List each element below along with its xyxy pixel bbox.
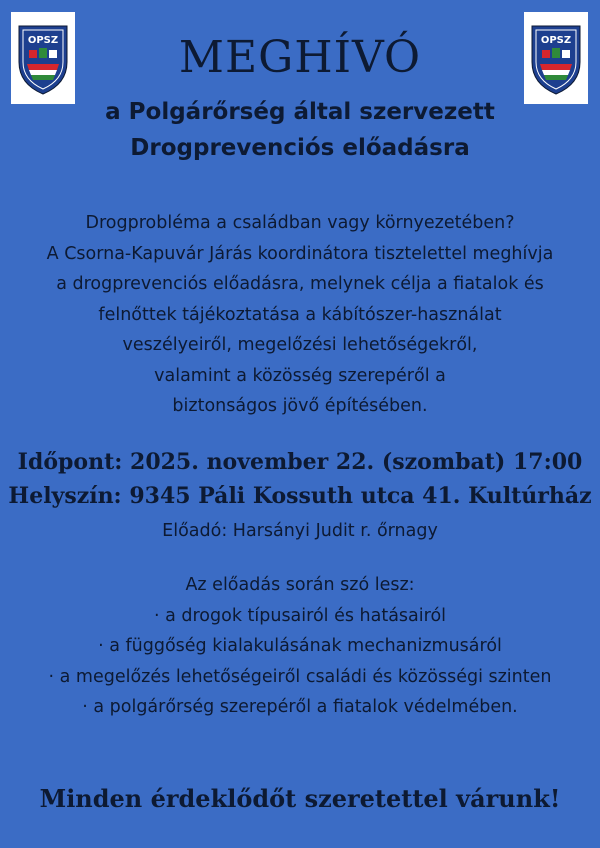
topics-list: [0, 570, 600, 723]
topic-item: · a drogok típusairól és hatásairól: [153, 605, 447, 626]
svg-text:OPSZ: OPSZ: [540, 35, 572, 46]
intro-line: A Csorna-Kapuvár Járás koordinátora tisztelettel meghívja: [46, 243, 554, 264]
topic-item: · a függőség kialakulásának mechanizmusáról: [98, 636, 502, 656]
event-place: Helyszín: 9345 Páli Kossuth utca 41. Kultúrház: [8, 483, 592, 509]
topic-item: · a megelőzés lehetőségeiről családi és közösségi szinten: [48, 666, 552, 687]
intro-line: veszélyeiről, megelőzési lehetőségekről,: [122, 335, 478, 355]
event-lecturer: Előadó: Harsányi Judit r. őrnagy: [162, 521, 438, 541]
intro-line: biztonságos jövő építésében.: [172, 396, 428, 416]
subtitle-line-2: Drogprevenciós előadásra: [130, 135, 470, 161]
topics-heading: Az előadás során szó lesz:: [185, 575, 415, 595]
intro-line: Drogprobléma a családban vagy környezetében?: [85, 213, 515, 233]
closing-line: Minden érdeklődőt szeretettel várunk!: [39, 784, 561, 813]
intro-line: a drogprevenciós előadásra, melynek célja a fiatalok és: [56, 274, 544, 294]
intro-paragraph: [0, 208, 600, 422]
intro-line: valamint a közösség szerepéről a: [154, 365, 446, 386]
event-time: Időpont: 2025. november 22. (szombat) 17:00: [17, 449, 583, 475]
topic-item: · a polgárőrség szerepéről a fiatalok védelmében.: [82, 697, 518, 717]
intro-line: felnőttek tájékoztatása a kábítószer-használat: [98, 304, 502, 325]
subtitle-line-1: a Polgárőrség által szervezett: [105, 99, 495, 125]
svg-text:OPSZ: OPSZ: [27, 35, 59, 46]
page-title: MEGHÍVÓ: [178, 32, 422, 83]
